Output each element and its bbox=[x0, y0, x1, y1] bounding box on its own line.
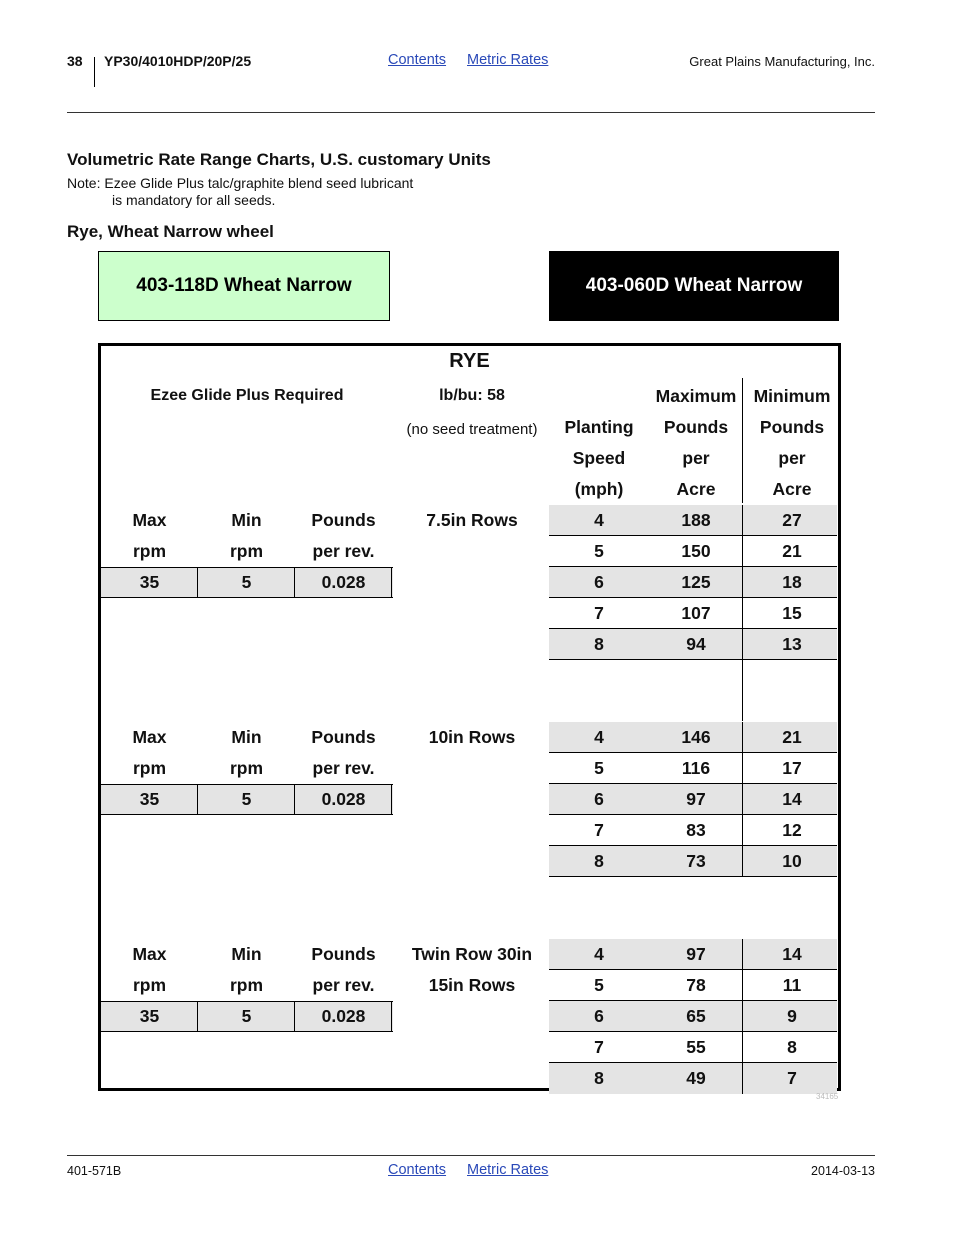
row-spacing-label: Twin Row 30in bbox=[411, 944, 533, 964]
header-rule bbox=[67, 112, 875, 113]
max-pounds-header: Acre bbox=[676, 479, 716, 499]
company-name: Great Plains Manufacturing, Inc. bbox=[689, 54, 875, 69]
metric-rates-link[interactable]: Metric Rates bbox=[467, 52, 549, 68]
speed-value: 8 bbox=[594, 1068, 604, 1088]
meter-box-divider bbox=[197, 784, 198, 815]
meter-pounds-header: per rev. bbox=[312, 541, 375, 561]
meter-min-header: Min bbox=[231, 727, 262, 747]
min-pounds-value: 27 bbox=[782, 510, 802, 530]
max-rpm-value: 35 bbox=[139, 789, 160, 809]
meter-max-header: rpm bbox=[132, 541, 167, 561]
max-pounds-value: 49 bbox=[686, 1068, 706, 1088]
note-line-2: is mandatory for all seeds. bbox=[112, 192, 276, 208]
speed-value: 6 bbox=[594, 789, 604, 809]
max-pounds-value: 97 bbox=[686, 944, 706, 964]
max-pounds-header: Pounds bbox=[663, 417, 729, 437]
min-pounds-value: 10 bbox=[782, 851, 802, 871]
speed-value: 6 bbox=[594, 1006, 604, 1026]
column-divider bbox=[742, 660, 743, 722]
min-pounds-value: 9 bbox=[787, 1006, 797, 1026]
row-divider bbox=[549, 876, 837, 877]
meter-box-divider bbox=[294, 567, 295, 598]
max-pounds-value: 125 bbox=[681, 572, 711, 592]
header-divider bbox=[94, 57, 95, 87]
lubricant-note: Ezee Glide Plus Required bbox=[150, 387, 344, 404]
min-rpm-value: 5 bbox=[241, 1006, 252, 1026]
max-pounds-value: 55 bbox=[686, 1037, 706, 1057]
seed-treatment: (no seed treatment) bbox=[406, 421, 538, 438]
min-pounds-value: 11 bbox=[782, 975, 802, 995]
meter-min-header: rpm bbox=[229, 758, 264, 778]
pounds-per-rev-value: 0.028 bbox=[321, 1006, 366, 1026]
max-pounds-value: 146 bbox=[681, 727, 711, 747]
speed-value: 4 bbox=[594, 727, 604, 747]
speed-value: 5 bbox=[594, 758, 604, 778]
model-title: YP30/4010HDP/20P/25 bbox=[104, 53, 252, 69]
pounds-per-rev-value: 0.028 bbox=[321, 572, 366, 592]
speed-value: 5 bbox=[594, 975, 604, 995]
min-rpm-value: 5 bbox=[241, 789, 252, 809]
max-rpm-value: 35 bbox=[139, 572, 160, 592]
min-rpm-value: 5 bbox=[241, 572, 252, 592]
max-rpm-value: 35 bbox=[139, 1006, 160, 1026]
lb-bu: lb/bu: 58 bbox=[439, 387, 505, 404]
reference-code: 34165 bbox=[816, 1092, 839, 1101]
max-pounds-header: Maximum bbox=[655, 386, 737, 406]
meter-pounds-header: per rev. bbox=[312, 758, 375, 778]
speed-value: 8 bbox=[594, 634, 604, 654]
max-pounds-value: 116 bbox=[681, 758, 711, 778]
row-divider bbox=[549, 659, 837, 660]
max-pounds-value: 107 bbox=[681, 603, 711, 623]
meter-max-header: rpm bbox=[132, 758, 167, 778]
min-pounds-value: 14 bbox=[782, 789, 802, 809]
row-spacing-label: 15in Rows bbox=[428, 975, 516, 995]
speed-value: 7 bbox=[594, 1037, 604, 1057]
meter-max-header: Max bbox=[132, 727, 167, 747]
meter-min-header: Min bbox=[231, 944, 262, 964]
wheel-box-right: 403-060D Wheat Narrow bbox=[549, 251, 839, 321]
meter-box-divider bbox=[197, 567, 198, 598]
min-pounds-header: Minimum bbox=[753, 386, 831, 406]
column-divider bbox=[742, 505, 743, 660]
max-pounds-value: 73 bbox=[686, 851, 706, 871]
meter-pounds-header: Pounds bbox=[311, 510, 376, 530]
crop-subtitle: Rye, Wheat Narrow wheel bbox=[67, 222, 274, 241]
meter-max-header: Max bbox=[132, 944, 167, 964]
meter-pounds-header: Pounds bbox=[311, 944, 376, 964]
meter-pounds-header: per rev. bbox=[312, 975, 375, 995]
speed-value: 6 bbox=[594, 572, 604, 592]
max-pounds-header: per bbox=[682, 448, 710, 468]
min-pounds-value: 14 bbox=[782, 944, 802, 964]
rate-chart bbox=[98, 343, 841, 1091]
meter-max-header: rpm bbox=[132, 975, 167, 995]
footer-contents-link[interactable]: Contents bbox=[388, 1162, 447, 1178]
max-pounds-value: 65 bbox=[686, 1006, 706, 1026]
speed-value: 5 bbox=[594, 541, 604, 561]
min-pounds-value: 8 bbox=[787, 1037, 797, 1057]
meter-min-header: rpm bbox=[229, 975, 264, 995]
speed-value: 8 bbox=[594, 851, 604, 871]
crop-name: RYE bbox=[449, 350, 490, 372]
min-pounds-header: Acre bbox=[772, 479, 812, 499]
meter-box-divider bbox=[391, 1001, 392, 1032]
min-pounds-header: per bbox=[778, 448, 806, 468]
meter-box-divider bbox=[294, 1001, 295, 1032]
speed-header: (mph) bbox=[574, 479, 624, 499]
note-line-1: Note: Ezee Glide Plus talc/graphite blend seed lubricant bbox=[67, 175, 414, 191]
column-divider bbox=[742, 939, 743, 1094]
min-pounds-value: 17 bbox=[782, 758, 802, 778]
contents-link[interactable]: Contents bbox=[388, 52, 447, 68]
min-pounds-value: 21 bbox=[782, 541, 802, 561]
min-pounds-value: 13 bbox=[782, 634, 802, 654]
section-title: Volumetric Rate Range Charts, U.S. customary Units bbox=[67, 150, 491, 169]
min-pounds-header: Pounds bbox=[759, 417, 825, 437]
speed-header: Speed bbox=[572, 448, 626, 468]
speed-header: Planting bbox=[564, 417, 634, 437]
meter-max-header: Max bbox=[132, 510, 167, 530]
meter-box-divider bbox=[391, 784, 392, 815]
speed-value: 7 bbox=[594, 603, 604, 623]
footer-metric-rates-link[interactable]: Metric Rates bbox=[467, 1162, 549, 1178]
meter-pounds-header: Pounds bbox=[311, 727, 376, 747]
meter-min-header: rpm bbox=[229, 541, 264, 561]
min-pounds-value: 18 bbox=[782, 572, 802, 592]
speed-value: 4 bbox=[594, 944, 604, 964]
min-pounds-value: 21 bbox=[782, 727, 802, 747]
page-number: 38 bbox=[67, 53, 83, 69]
footer-rule bbox=[67, 1155, 875, 1156]
meter-min-header: Min bbox=[231, 510, 262, 530]
min-pounds-value: 12 bbox=[782, 820, 802, 840]
min-pounds-value: 15 bbox=[782, 603, 802, 623]
meter-box-divider bbox=[294, 784, 295, 815]
max-pounds-value: 94 bbox=[686, 634, 706, 654]
speed-value: 4 bbox=[594, 510, 604, 530]
pounds-per-rev-value: 0.028 bbox=[321, 789, 366, 809]
max-pounds-value: 188 bbox=[681, 510, 711, 530]
meter-box-divider bbox=[391, 567, 392, 598]
max-pounds-value: 78 bbox=[686, 975, 706, 995]
row-spacing-label: 7.5in Rows bbox=[426, 510, 518, 530]
speed-value: 7 bbox=[594, 820, 604, 840]
row-spacing-label: 10in Rows bbox=[428, 727, 516, 747]
column-divider bbox=[742, 722, 743, 877]
wheel-box-left: 403-118D Wheat Narrow bbox=[98, 251, 390, 321]
doc-number: 401-571B bbox=[67, 1164, 122, 1178]
publish-date: 2014-03-13 bbox=[811, 1164, 875, 1178]
max-pounds-value: 150 bbox=[681, 541, 711, 561]
max-pounds-value: 97 bbox=[686, 789, 706, 809]
max-pounds-value: 83 bbox=[686, 820, 706, 840]
min-pounds-value: 7 bbox=[787, 1068, 797, 1088]
meter-box-divider bbox=[197, 1001, 198, 1032]
